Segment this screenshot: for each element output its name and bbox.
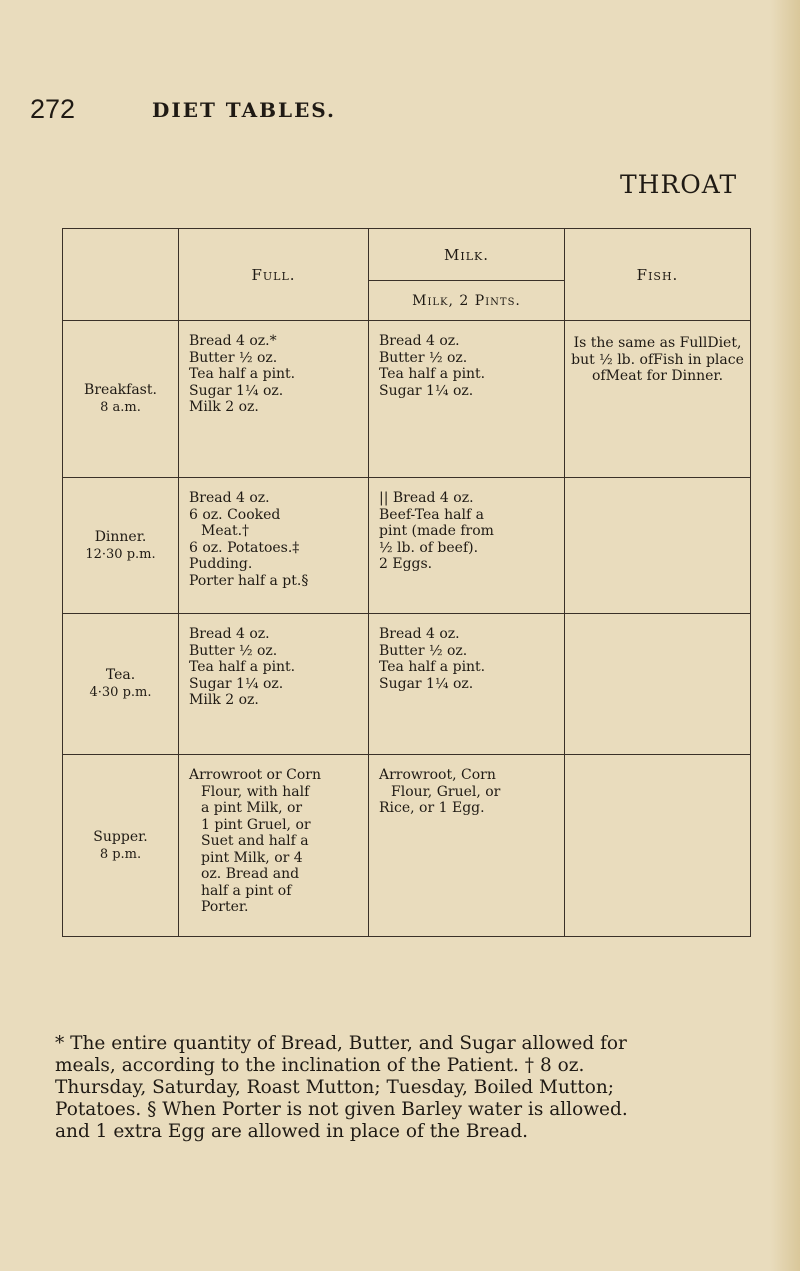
full-diet-cell — [179, 755, 369, 937]
column-header-fish: Fish. — [565, 229, 751, 321]
cell-line: Milk 2 oz. — [189, 692, 259, 708]
meal-name: Tea. — [105, 667, 136, 683]
meal-cell — [63, 321, 179, 478]
cell-line: oz. Bread and — [201, 866, 300, 882]
meal-time: 8 a.m. — [100, 400, 141, 415]
cell-line: Sugar 1¼ oz. — [189, 675, 284, 692]
milk-diet-cell — [369, 614, 565, 755]
cell-line: Sugar 1¼ oz. — [379, 675, 474, 692]
page-number: 272 — [30, 94, 76, 124]
page-header — [30, 94, 730, 134]
cell-line: Rice, or 1 Egg. — [379, 800, 485, 816]
cell-line: Porter. — [201, 899, 249, 915]
cell-line: Sugar 1¼ oz. — [189, 382, 284, 399]
meal-name: Supper. — [93, 828, 148, 845]
cell-line: Arrowroot or Corn — [189, 767, 321, 783]
diet-table-body — [63, 321, 751, 937]
cell-line: 2 Eggs. — [379, 556, 433, 572]
table-row — [63, 614, 751, 755]
meal-cell — [63, 614, 179, 755]
cell-line: || Bread 4 oz. — [379, 490, 474, 506]
column-header-full: Full. — [179, 229, 369, 321]
meal-time: 8 p.m. — [99, 846, 142, 862]
cell-line: Fish in place of — [591, 351, 744, 384]
cell-line: Suet and half a — [201, 833, 309, 849]
fish-diet-cell — [565, 321, 751, 478]
milk-diet-cell — [369, 478, 565, 614]
footnote-line: and 1 extra Egg are allowed in place of the Bread. — [55, 1121, 529, 1142]
table-row — [63, 755, 751, 937]
cell-line: Bread 4 oz. — [379, 333, 460, 349]
cell-line: pint Milk, or 4 — [201, 849, 303, 866]
diet-table — [62, 228, 751, 937]
cell-line: 6 oz. Potatoes.‡ — [189, 539, 300, 556]
milk-diet-cell — [369, 755, 565, 937]
cell-line: Diet, but ½ lb. of — [571, 335, 742, 368]
full-diet-cell — [179, 478, 369, 614]
cell-line: Butter ½ oz. — [189, 642, 278, 659]
footnote-line: Potatoes. § When Porter is not given Barley water is allowed. — [55, 1099, 628, 1120]
cell-line: 6 oz. Cooked — [189, 506, 281, 523]
meal-name: Dinner. — [94, 528, 147, 545]
cell-line: Meat.† — [201, 523, 250, 539]
fish-diet-cell — [565, 614, 751, 755]
cell-line: a pint Milk, or — [201, 800, 303, 816]
footnote-line: Thursday, Saturday, Roast Mutton; Tuesday, Boiled Mutton; — [55, 1077, 615, 1098]
column-header-milk: Milk. — [369, 229, 565, 281]
fish-diet-cell — [565, 478, 751, 614]
meal-cell — [63, 478, 179, 614]
cell-line: Bread 4 oz. — [189, 626, 270, 642]
page-edge — [770, 0, 800, 1271]
cell-line: Butter ½ oz. — [379, 349, 468, 366]
cell-line: pint (made from — [379, 523, 494, 539]
cell-line: Butter ½ oz. — [189, 349, 278, 366]
cell-line: Bread 4 oz.* — [189, 333, 277, 349]
cell-line: 1 pint Gruel, or — [201, 816, 311, 833]
cell-line: Flour, with half — [201, 783, 310, 800]
section-title: THROAT — [620, 170, 738, 199]
footnote-line: * The entire quantity of Bread, Butter, and Sugar allowed for — [55, 1033, 627, 1054]
meal-cell — [63, 755, 179, 937]
running-head: DIET TABLES. — [152, 98, 336, 122]
column-subheader-milk: Milk, 2 Pints. — [369, 281, 565, 321]
cell-line: half a pint of — [201, 882, 292, 899]
full-diet-cell — [179, 614, 369, 755]
cell-line: Milk 2 oz. — [189, 399, 259, 415]
cell-line: Bread 4 oz. — [189, 490, 270, 506]
cell-line: Tea half a pint. — [189, 659, 296, 675]
table-row — [63, 321, 751, 478]
footnote — [55, 1033, 767, 1143]
cell-line: Is the same as Full — [573, 335, 708, 351]
cell-line: Meat for Dinner. — [605, 368, 724, 384]
cell-line: Arrowroot, Corn — [379, 767, 496, 783]
milk-diet-cell — [369, 321, 565, 478]
footnote-line: meals, according to the inclination of the Patient. † 8 oz. — [55, 1055, 585, 1076]
meal-time: 4·30 p.m. — [89, 685, 152, 700]
meal-time: 12·30 p.m. — [85, 546, 156, 562]
fish-diet-cell — [565, 755, 751, 937]
cell-line: Tea half a pint. — [379, 659, 486, 675]
meal-name: Breakfast. — [84, 382, 157, 398]
cell-line: Porter half a pt.§ — [189, 572, 309, 589]
corner-cell — [63, 229, 179, 321]
cell-line: Tea half a pint. — [379, 366, 486, 382]
cell-line: Beef-Tea half a — [379, 506, 484, 523]
table-row — [63, 478, 751, 614]
cell-line: Sugar 1¼ oz. — [379, 382, 474, 399]
cell-line: Butter ½ oz. — [379, 642, 468, 659]
cell-line: Tea half a pint. — [189, 366, 296, 382]
cell-line: Bread 4 oz. — [379, 626, 460, 642]
cell-line: Flour, Gruel, or — [391, 783, 501, 800]
cell-line: ½ lb. of beef). — [379, 539, 479, 556]
cell-line: Pudding. — [189, 556, 253, 572]
full-diet-cell — [179, 321, 369, 478]
